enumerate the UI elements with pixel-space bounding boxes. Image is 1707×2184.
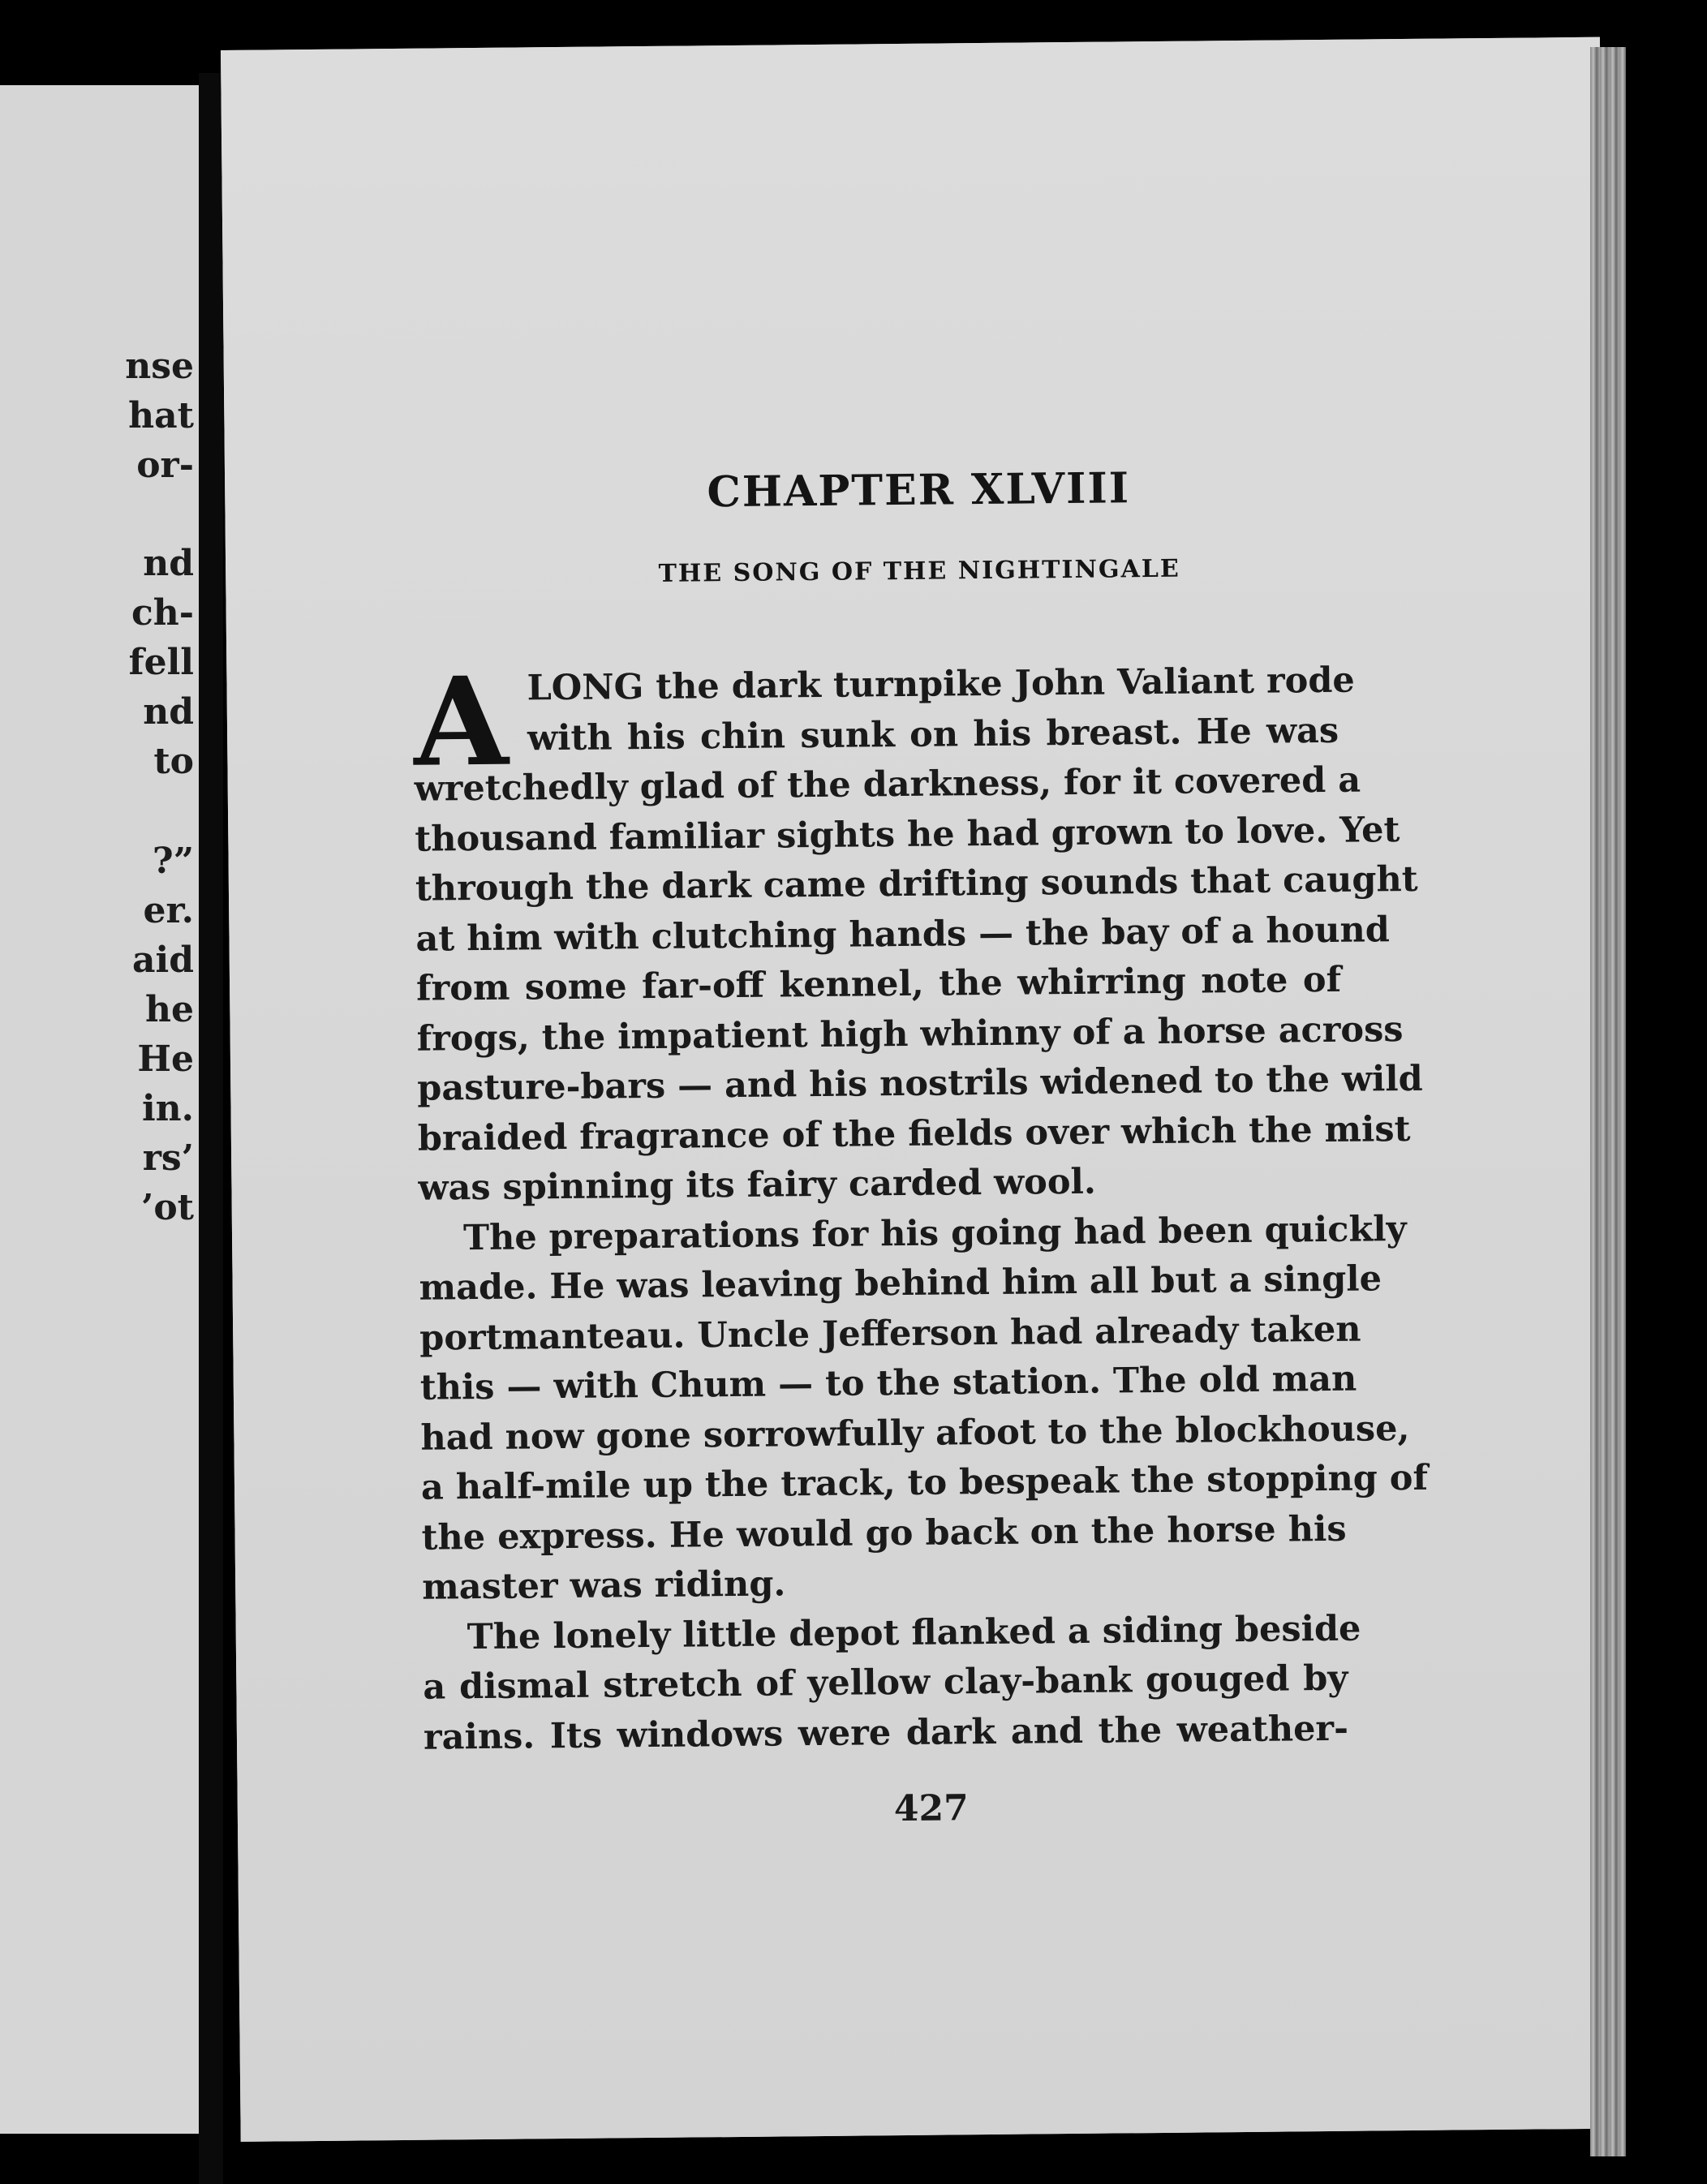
text-line: rains. Its windows were dark and the weather- bbox=[423, 1708, 1349, 1758]
text-line: a half-mile up the track, to bespeak the stopping of bbox=[420, 1457, 1429, 1508]
text-line: this — with Chum — to the station. The old man bbox=[419, 1358, 1357, 1408]
previous-page-fragment bbox=[0, 85, 199, 2134]
left-page-line: ’ot bbox=[141, 1187, 194, 1228]
text-line: The lonely little depot flanked a siding beside bbox=[467, 1608, 1361, 1657]
chapter-title: CHAPTER XLVIII bbox=[707, 463, 1131, 518]
left-page-line: fell bbox=[128, 642, 194, 683]
text-line: LONG the dark turnpike John Valiant rode bbox=[527, 660, 1356, 709]
text-line: wretchedly glad of the darkness, for it covered a bbox=[414, 759, 1361, 810]
paragraph-1 bbox=[413, 650, 1423, 1214]
text-line: from some far-off kennel, the whirring note of bbox=[415, 959, 1342, 1009]
text-line: had now gone sorrowfully afoot to the blockhouse, bbox=[420, 1408, 1410, 1459]
left-page-line: nse bbox=[125, 346, 194, 387]
text-line: the express. He would go back on the horse his bbox=[421, 1508, 1347, 1558]
left-page-line: in. bbox=[141, 1088, 194, 1129]
left-page-line: nd bbox=[143, 543, 194, 584]
chapter-body bbox=[413, 650, 1429, 1763]
page-edge-stack bbox=[1590, 47, 1626, 2156]
left-page-line: er. bbox=[143, 890, 194, 931]
paragraph-2 bbox=[419, 1205, 1429, 1613]
left-page-line: nd bbox=[143, 691, 194, 733]
text-line: was spinning its fairy carded wool. bbox=[418, 1161, 1097, 1209]
left-page-line: hat bbox=[128, 395, 194, 436]
text-line: thousand familiar sights he had grown to love. Yet bbox=[415, 809, 1400, 860]
text-line: braided fragrance of the fields over which the mist bbox=[417, 1108, 1411, 1159]
text-line: frogs, the impatient high whinny of a horse across bbox=[416, 1008, 1404, 1060]
left-page-line: or- bbox=[136, 445, 194, 486]
left-page-line: ch- bbox=[131, 592, 194, 634]
text-line: through the dark came drifting sounds that caught bbox=[415, 858, 1418, 909]
left-page-line: aid bbox=[132, 939, 194, 981]
chapter-subtitle: THE SONG OF THE NIGHTINGALE bbox=[658, 554, 1180, 588]
left-page-line: to bbox=[153, 741, 194, 782]
page-number: 427 bbox=[893, 1787, 970, 1830]
drop-cap: A bbox=[413, 650, 510, 794]
text-line: The preparations for his going had been quickly bbox=[462, 1208, 1407, 1258]
left-page-line: rs’ bbox=[142, 1137, 194, 1179]
book-page bbox=[221, 37, 1620, 2142]
left-page-line: He bbox=[137, 1038, 194, 1080]
left-page-line: ?” bbox=[152, 840, 194, 882]
text-line: pasture-bars — and his nostrils widened to the wild bbox=[417, 1058, 1423, 1109]
text-line: made. He was leaving behind him all but a single bbox=[419, 1258, 1382, 1309]
text-line: with his chin sunk on his breast. He was bbox=[527, 710, 1339, 759]
text-line: at him with clutching hands — the bay of a hound bbox=[415, 909, 1391, 960]
left-page-line: he bbox=[145, 989, 194, 1030]
text-line: a dismal stretch of yellow clay-bank gouged by bbox=[423, 1657, 1348, 1708]
text-line: portmanteau. Uncle Jefferson had already taken bbox=[419, 1309, 1361, 1359]
book-gutter bbox=[199, 73, 223, 2184]
text-line: master was riding. bbox=[421, 1563, 786, 1608]
paragraph-3 bbox=[423, 1604, 1361, 1762]
